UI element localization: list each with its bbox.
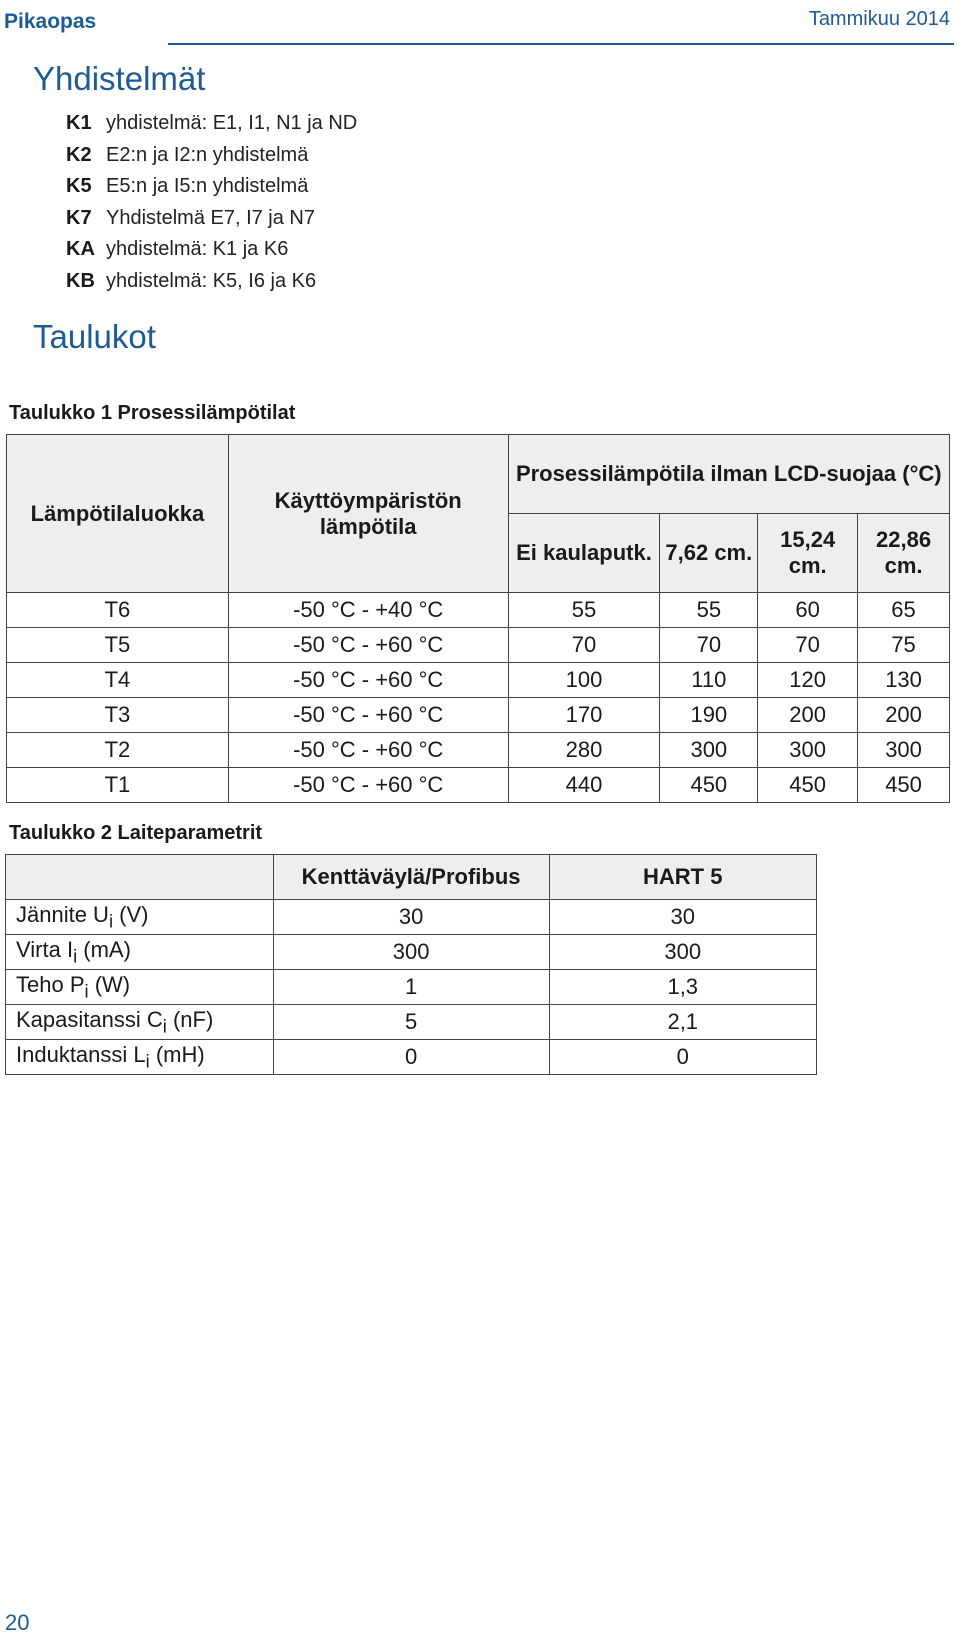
cell-value: 450 <box>858 768 950 803</box>
param-label: Virta $I_i$ (mA) <box>6 935 274 970</box>
table-row <box>6 1005 817 1040</box>
combo-code: K7 <box>66 206 92 229</box>
cell-class: T3 <box>7 698 229 733</box>
cell-value: 170 <box>508 698 660 733</box>
cell-value: 200 <box>858 698 950 733</box>
cell-value: 2,1 <box>549 1005 817 1040</box>
table1-caption: Taulukko 1 Prosessilämpötilat <box>9 402 296 424</box>
combo-code: K5 <box>66 175 92 197</box>
param-label: Jännite $U_i$ (V) <box>6 900 274 935</box>
combinations-heading: Yhdistelmät <box>33 60 206 97</box>
cell-value: 190 <box>660 698 758 733</box>
cell-value: 5 <box>273 1005 549 1040</box>
cell-value: 200 <box>758 698 858 733</box>
list-item <box>66 234 357 266</box>
combo-code: KB <box>66 269 95 292</box>
table-row <box>6 1040 817 1075</box>
cell-value: 30 <box>273 900 549 935</box>
cell-value: 30 <box>549 900 817 935</box>
cell-value: 1 <box>273 970 549 1005</box>
table-row <box>7 593 950 628</box>
cell-value: 60 <box>758 593 858 628</box>
doc-type-label: Pikaopas <box>4 10 97 33</box>
cell-value: 70 <box>758 628 858 663</box>
col-header-hart: HART 5 <box>549 855 817 900</box>
cell-value: 450 <box>660 768 758 803</box>
table-row <box>6 900 817 935</box>
list-item <box>66 171 357 203</box>
cell-ambient: -50 °C - +40 °C <box>228 593 508 628</box>
cell-value: 440 <box>508 768 660 803</box>
cell-value: 75 <box>858 628 950 663</box>
process-temperature-table <box>6 434 950 803</box>
table-row <box>7 628 950 663</box>
combo-desc: Yhdistelmä E7, I7 ja N7 <box>106 206 315 229</box>
col-header-ambient: Käyttöympäristön lämpötila <box>228 435 508 593</box>
cell-ambient: -50 °C - +60 °C <box>228 628 508 663</box>
param-label: Induktanssi $L_i$ (mH) <box>6 1040 274 1075</box>
page-number: 20 <box>5 1610 30 1635</box>
col-header-762: 7,62 cm. <box>660 514 758 593</box>
cell-value: 55 <box>660 593 758 628</box>
cell-value: 65 <box>858 593 950 628</box>
col-header-class: Lämpötilaluokka <box>7 435 229 593</box>
cell-value: 300 <box>758 733 858 768</box>
page-header <box>0 0 960 46</box>
combinations-list <box>66 108 357 297</box>
cell-value: 300 <box>858 733 950 768</box>
col-header-fieldbus: Kenttäväylä/Profibus <box>273 855 549 900</box>
cell-value: 300 <box>273 935 549 970</box>
list-item <box>66 266 357 298</box>
tables-heading: Taulukot <box>33 318 156 355</box>
cell-class: T2 <box>7 733 229 768</box>
table2-caption: Taulukko 2 Laiteparametrit <box>9 822 263 844</box>
list-item <box>66 203 357 235</box>
combo-desc: yhdistelmä: K1 ja K6 <box>106 238 289 260</box>
col-header-parameter <box>6 855 274 900</box>
combo-code: K2 <box>66 143 92 166</box>
list-item <box>66 140 357 172</box>
col-header-process-group: Prosessilämpötila ilman LCD-suojaa (°C) <box>508 435 949 514</box>
cell-value: 70 <box>508 628 660 663</box>
combo-desc: E2:n ja I2:n yhdistelmä <box>106 143 309 166</box>
header-divider <box>168 43 954 45</box>
cell-value: 300 <box>660 733 758 768</box>
cell-ambient: -50 °C - +60 °C <box>228 768 508 803</box>
cell-value: 1,3 <box>549 970 817 1005</box>
table-row <box>7 733 950 768</box>
list-item <box>66 108 357 140</box>
cell-value: 130 <box>858 663 950 698</box>
cell-value: 100 <box>508 663 660 698</box>
table-row <box>6 935 817 970</box>
cell-class: T6 <box>7 593 229 628</box>
table-row <box>7 768 950 803</box>
cell-value: 450 <box>758 768 858 803</box>
table-row <box>7 663 950 698</box>
cell-value: 55 <box>508 593 660 628</box>
combo-desc: yhdistelmä: K5, I6 ja K6 <box>106 269 317 292</box>
table-row <box>7 698 950 733</box>
param-label: Teho $P_i$ (W) <box>6 970 274 1005</box>
device-parameters-table <box>5 854 817 1075</box>
combo-code: KA <box>66 238 95 260</box>
cell-value: 0 <box>273 1040 549 1075</box>
cell-ambient: -50 °C - +60 °C <box>228 663 508 698</box>
combo-desc: E5:n ja I5:n yhdistelmä <box>106 175 309 197</box>
cell-ambient: -50 °C - +60 °C <box>228 698 508 733</box>
cell-value: 70 <box>660 628 758 663</box>
cell-value: 300 <box>549 935 817 970</box>
cell-class: T4 <box>7 663 229 698</box>
param-label: Kapasitanssi $C_i$ (nF) <box>6 1005 274 1040</box>
col-header-2286: 22,86 cm. <box>858 514 950 593</box>
cell-class: T1 <box>7 768 229 803</box>
cell-value: 110 <box>660 663 758 698</box>
table-row <box>6 970 817 1005</box>
col-header-no-extension: Ei kaulaputk. <box>508 514 660 593</box>
cell-class: T5 <box>7 628 229 663</box>
combo-desc: yhdistelmä: E1, I1, N1 ja ND <box>106 112 358 134</box>
combo-code: K1 <box>66 112 92 134</box>
cell-value: 120 <box>758 663 858 698</box>
cell-ambient: -50 °C - +60 °C <box>228 733 508 768</box>
cell-value: 0 <box>549 1040 817 1075</box>
col-header-1524: 15,24 cm. <box>758 514 858 593</box>
doc-date-label: Tammikuu 2014 <box>808 8 950 30</box>
cell-value: 280 <box>508 733 660 768</box>
